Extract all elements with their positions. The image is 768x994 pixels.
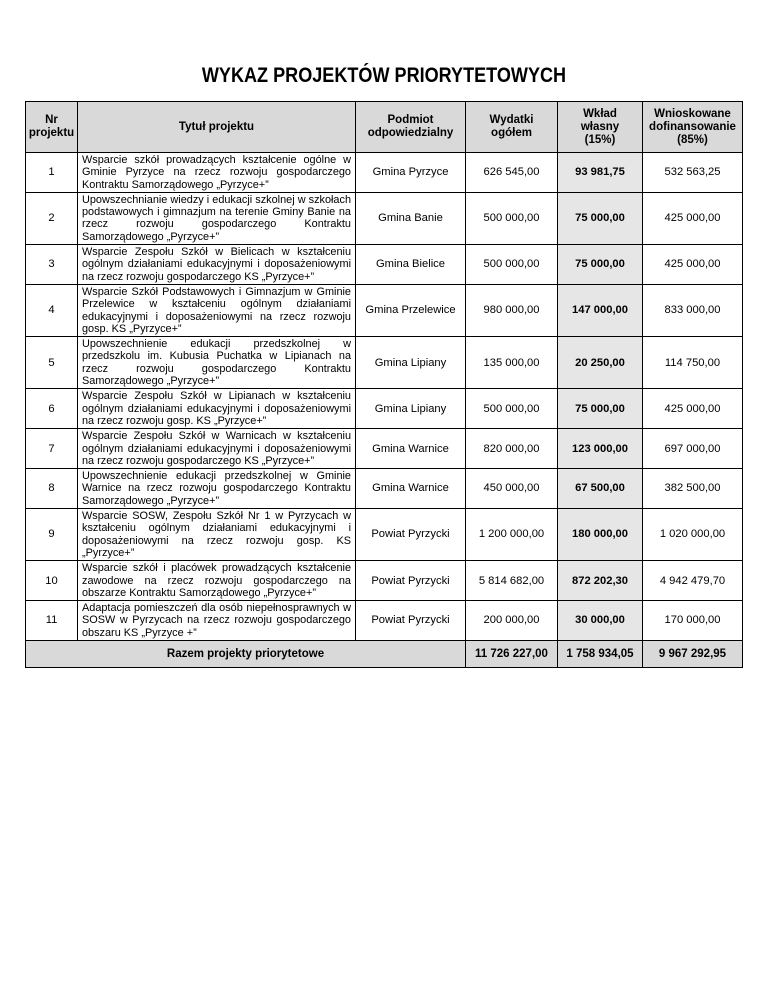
project-own-contribution: 67 500,00 [558, 469, 643, 509]
header-podmiot: Podmiot odpowiedzialny [356, 102, 466, 153]
project-title: Upowszechnienie edukacji przedszkolnej w przedszkolu im. Kubusia Puchatka w Lipianach na rzecz rozwoju gospodarczego Kontraktu Samorządowego „Pyrzyce+” [78, 337, 356, 389]
project-requested-funding: 532 563,25 [643, 153, 743, 193]
table-row [26, 389, 743, 429]
project-requested-funding: 697 000,00 [643, 429, 743, 469]
project-entity: Gmina Lipiany [356, 389, 466, 429]
project-total-expenses: 1 200 000,00 [466, 509, 558, 561]
project-own-contribution: 75 000,00 [558, 245, 643, 285]
project-own-contribution: 147 000,00 [558, 284, 643, 336]
project-requested-funding: 4 942 479,70 [643, 561, 743, 601]
project-title: Wsparcie szkół i placówek prowadzących kształcenie zawodowe na rzecz rozwoju gospodarczego na obszarze Kontraktu Samorządowego „Pyrzyce+” [78, 561, 356, 601]
project-total-expenses: 450 000,00 [466, 469, 558, 509]
table-row [26, 192, 743, 244]
header-title: Tytuł projektu [78, 102, 356, 153]
total-label: Razem projekty priorytetowe [26, 640, 466, 667]
project-entity: Gmina Banie [356, 192, 466, 244]
project-requested-funding: 425 000,00 [643, 245, 743, 285]
project-entity: Powiat Pyrzycki [356, 601, 466, 641]
project-entity: Gmina Przelewice [356, 284, 466, 336]
project-number: 4 [26, 284, 78, 336]
project-requested-funding: 170 000,00 [643, 601, 743, 641]
project-number: 11 [26, 601, 78, 641]
project-requested-funding: 1 020 000,00 [643, 509, 743, 561]
project-total-expenses: 500 000,00 [466, 389, 558, 429]
project-entity: Powiat Pyrzycki [356, 509, 466, 561]
project-total-expenses: 820 000,00 [466, 429, 558, 469]
project-number: 5 [26, 337, 78, 389]
project-title: Wsparcie Zespołu Szkół w Lipianach w kształceniu ogólnym działaniami edukacyjnymi i doposażeniowymi na rzecz rozwoju gosp. KS „Pyrzyce+” [78, 389, 356, 429]
project-own-contribution: 123 000,00 [558, 429, 643, 469]
table-row [26, 284, 743, 336]
project-number: 9 [26, 509, 78, 561]
header-wnioskowane: Wnioskowane dofinansowanie (85%) [643, 102, 743, 153]
project-entity: Gmina Warnice [356, 429, 466, 469]
project-number: 7 [26, 429, 78, 469]
project-own-contribution: 180 000,00 [558, 509, 643, 561]
project-requested-funding: 114 750,00 [643, 337, 743, 389]
total-own-contribution: 1 758 934,05 [558, 640, 643, 667]
page-title: WYKAZ PROJEKTÓW PRIORYTETOWYCH [201, 64, 567, 87]
project-total-expenses: 500 000,00 [466, 245, 558, 285]
project-total-expenses: 980 000,00 [466, 284, 558, 336]
total-requested-funding: 9 967 292,95 [643, 640, 743, 667]
project-title: Upowszechnianie wiedzy i edukacji szkolnej w szkołach podstawowych i gimnazjum na terenie Gminy Banie na rzecz rozwoju gospodarczego Kontraktu Samorządowego „Pyrzyce+” [78, 192, 356, 244]
project-title: Adaptacja pomieszczeń dla osób niepełnosprawnych w SOSW w Pyrzycach na rzecz rozwoju gospodarczego obszaru KS „Pyrzyce +” [78, 601, 356, 641]
project-requested-funding: 425 000,00 [643, 389, 743, 429]
project-requested-funding: 833 000,00 [643, 284, 743, 336]
table-row [26, 153, 743, 193]
header-wydatki: Wydatki ogółem [466, 102, 558, 153]
project-total-expenses: 626 545,00 [466, 153, 558, 193]
total-row [26, 640, 743, 667]
project-requested-funding: 382 500,00 [643, 469, 743, 509]
project-entity: Gmina Pyrzyce [356, 153, 466, 193]
project-total-expenses: 200 000,00 [466, 601, 558, 641]
project-title: Wsparcie szkół prowadzących kształcenie ogólne w Gminie Pyrzyce na rzecz rozwoju gospodarczego Kontraktu Samorządowego „Pyrzyce+” [78, 153, 356, 193]
project-total-expenses: 5 814 682,00 [466, 561, 558, 601]
project-number: 6 [26, 389, 78, 429]
project-entity: Gmina Lipiany [356, 337, 466, 389]
project-number: 2 [26, 192, 78, 244]
project-total-expenses: 500 000,00 [466, 192, 558, 244]
project-own-contribution: 75 000,00 [558, 192, 643, 244]
table-row [26, 561, 743, 601]
project-total-expenses: 135 000,00 [466, 337, 558, 389]
header-nr: Nr projektu [26, 102, 78, 153]
project-number: 1 [26, 153, 78, 193]
header-wklad: Wkład własny (15%) [558, 102, 643, 153]
table-row [26, 509, 743, 561]
project-number: 8 [26, 469, 78, 509]
table-header-row [26, 102, 743, 153]
table-row [26, 429, 743, 469]
project-number: 10 [26, 561, 78, 601]
table-row [26, 245, 743, 285]
project-number: 3 [26, 245, 78, 285]
total-expenses: 11 726 227,00 [466, 640, 558, 667]
project-own-contribution: 30 000,00 [558, 601, 643, 641]
project-own-contribution: 75 000,00 [558, 389, 643, 429]
project-title: Wsparcie Szkół Podstawowych i Gimnazjum w Gminie Przelewice w kształceniu ogólnym działaniami edukacyjnymi i doposażeniowymi na rzecz rozwoju gosp. KS „Pyrzyce+” [78, 284, 356, 336]
table-row [26, 469, 743, 509]
project-entity: Gmina Warnice [356, 469, 466, 509]
project-title: Upowszechnienie edukacji przedszkolnej w Gminie Warnice na rzecz rozwoju gospodarczego Kontraktu Samorządowego „Pyrzyce+” [78, 469, 356, 509]
project-title: Wsparcie Zespołu Szkół w Bielicach w kształceniu ogólnym działaniami edukacyjnymi i doposażeniowymi na rzecz rozwoju gospodarczego KS „Pyrzyce+” [78, 245, 356, 285]
project-own-contribution: 20 250,00 [558, 337, 643, 389]
project-entity: Gmina Bielice [356, 245, 466, 285]
project-own-contribution: 93 981,75 [558, 153, 643, 193]
project-title: Wsparcie SOSW, Zespołu Szkół Nr 1 w Pyrzycach w kształceniu ogólnym działaniami edukacyjnymi i doposażeniowymi na rzecz rozwoju gosp. KS „Pyrzyce+” [78, 509, 356, 561]
table-row [26, 601, 743, 641]
project-own-contribution: 872 202,30 [558, 561, 643, 601]
project-title: Wsparcie Zespołu Szkół w Warnicach w kształceniu ogólnym działaniami edukacyjnymi i doposażeniowymi na rzecz rozwoju gospodarczego KS „Pyrzyce+” [78, 429, 356, 469]
project-requested-funding: 425 000,00 [643, 192, 743, 244]
projects-table [25, 101, 743, 668]
project-entity: Powiat Pyrzycki [356, 561, 466, 601]
table-row [26, 337, 743, 389]
